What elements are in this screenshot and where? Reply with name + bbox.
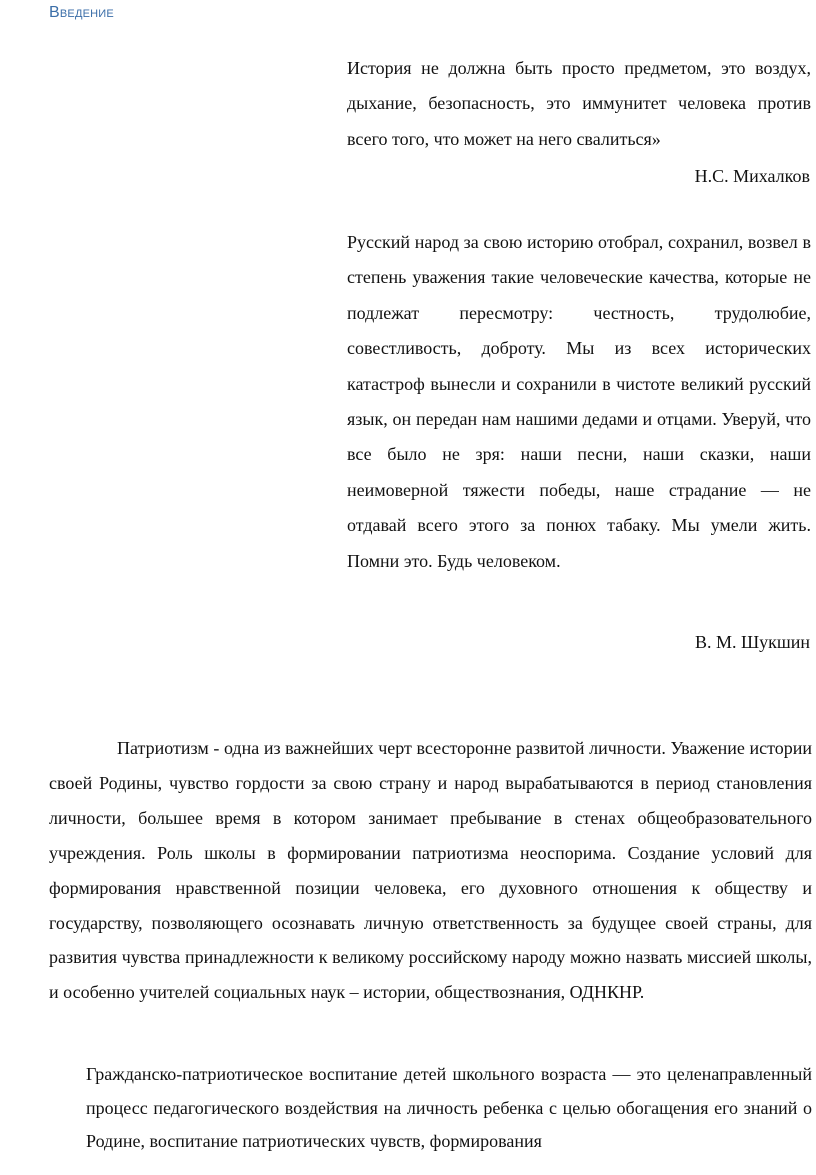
body-paragraph-patriotism: Патриотизм - одна из важнейших черт всесторонне развитой личности. Уважение истории своей Родины, чувство гордости за свою страну и народ вырабатываются в период становления личности, большее время в котором занимает пребывание в стенах общеобразовательного учреждения. Роль школы в формировании патриотизма неоспорима. Создание условий для формирования нравственной позиции человека, его духовного отношения к обществу и государству, позволяющего осознавать личную ответственность за будущее своей страны, для развития чувства принадлежности к великому российскому народу можно назвать миссией школы, и особенно учителей социальных наук – истории, обществознания, ОДНКНР. (49, 738, 812, 1003)
body-paragraph-civic-education: Гражданско-патриотическое воспитание детей школьного возраста — это целенаправленный процесс педагогического воздействия на личность ребенка с целью обогащения его знаний о Родине, воспитание патриотических чувств, формирования (86, 1064, 812, 1151)
epigraph-quote-shukshin: Русский народ за свою историю отобрал, сохранил, возвел в степень уважения такие человеческие качества, которые не подлежат пересмотру: честность, трудолюбие, совестливость, доброту. Мы из всех исторических катастроф вынесли и сохранили в чистоте великий русский язык, он передан нам нашими дедами и отцами. Уверуй, что все было не зря: наши песни, наши сказки, наши неимоверной тяжести победы, наше страдание — не отдавай всего этого за понюх табаку. Мы умели жить. Помни это. Будь человеком. (347, 232, 811, 571)
epigraph-author-shukshin: В. М. Шукшин (694, 632, 810, 652)
section-heading: Введение (49, 4, 114, 21)
epigraph-author-mikhalkov: Н.С. Михалков (694, 166, 810, 186)
epigraph-quote-mikhalkov: История не должна быть просто предметом, это воздух, дыхание, безопасность, это иммунитет человека против всего того, что может на него свалиться» (347, 58, 811, 149)
